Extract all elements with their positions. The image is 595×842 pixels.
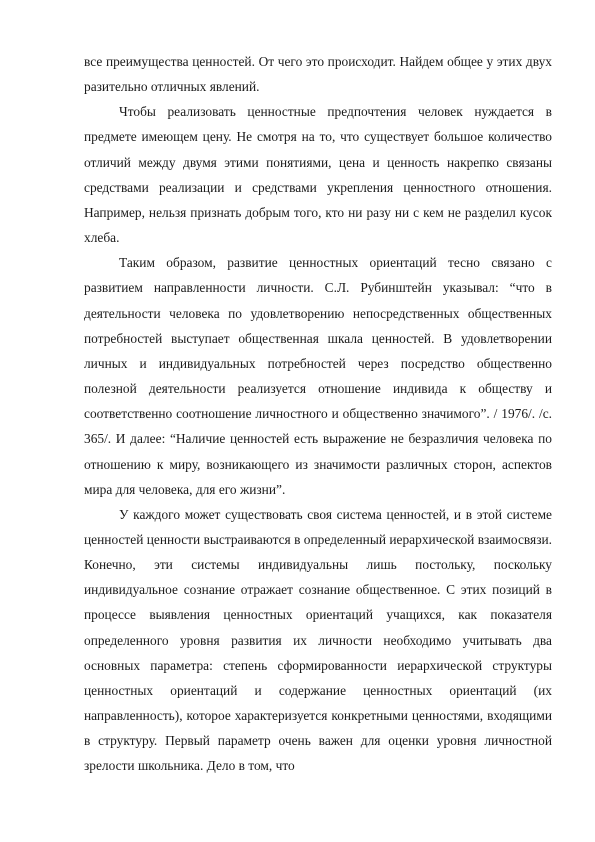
paragraph-2: Чтобы реализовать ценностные предпочтения человек нуждается в предмете имеющем цену. Не смотря на то, что существует большое количество отличий между двумя этими понятиями, цена и ценность накрепко связаны средствами реализации и средствами укрепления ценностного отношения. Например, нельзя признать добрым того, кто ни разу ни с кем не разделил кусок хлеба. (84, 104, 552, 246)
paragraph-3: Таким образом, развитие ценностных ориентаций тесно связано с развитием направленности личности. С.Л. Рубинштейн указывал: “что в деятельности человека по удовлетворению непосредственных общественных потребностей выступает общественная шкала ценностей. В удовлетворении личных и индивидуальных потребностей через посредство общественно полезной деятельности реализуется отношение индивида к обществу и соответственно соотношение личностного и общественно значимого”. / 1976/. /с. 365/. И далее: “Наличие ценностей есть выражение не безразличия человека по отношению к миру, возникающего из значимости различных сторон, аспектов мира для человека, для его жизни”. (84, 255, 552, 497)
paragraph-1: все преимущества ценностей. От чего это происходит. Найдем общее у этих двух разительно отличных явлений. (84, 54, 552, 95)
paragraph-4: У каждого может существовать своя система ценностей, и в этой системе ценностей ценности выстраиваются в определенный иерархической взаимосвязи. Конечно, эти системы индивидуальны лишь постольку, поскольку индивидуальное сознание отражает сознание общественное. С этих позиций в процессе выявления ценностных ориентаций учащихся, как показателя определенного уровня развития их личности необходимо учитывать два основных параметра: степень сформированности иерархической структуры ценностных ориентаций и содержание ценностных ориентаций (их направленность), которое характеризуется конкретными ценностями, входящими в структуру. Первый параметр очень важен для оценки уровня личностной зрелости школьника. Дело в том, что (84, 506, 552, 774)
document-body (84, 49, 552, 779)
